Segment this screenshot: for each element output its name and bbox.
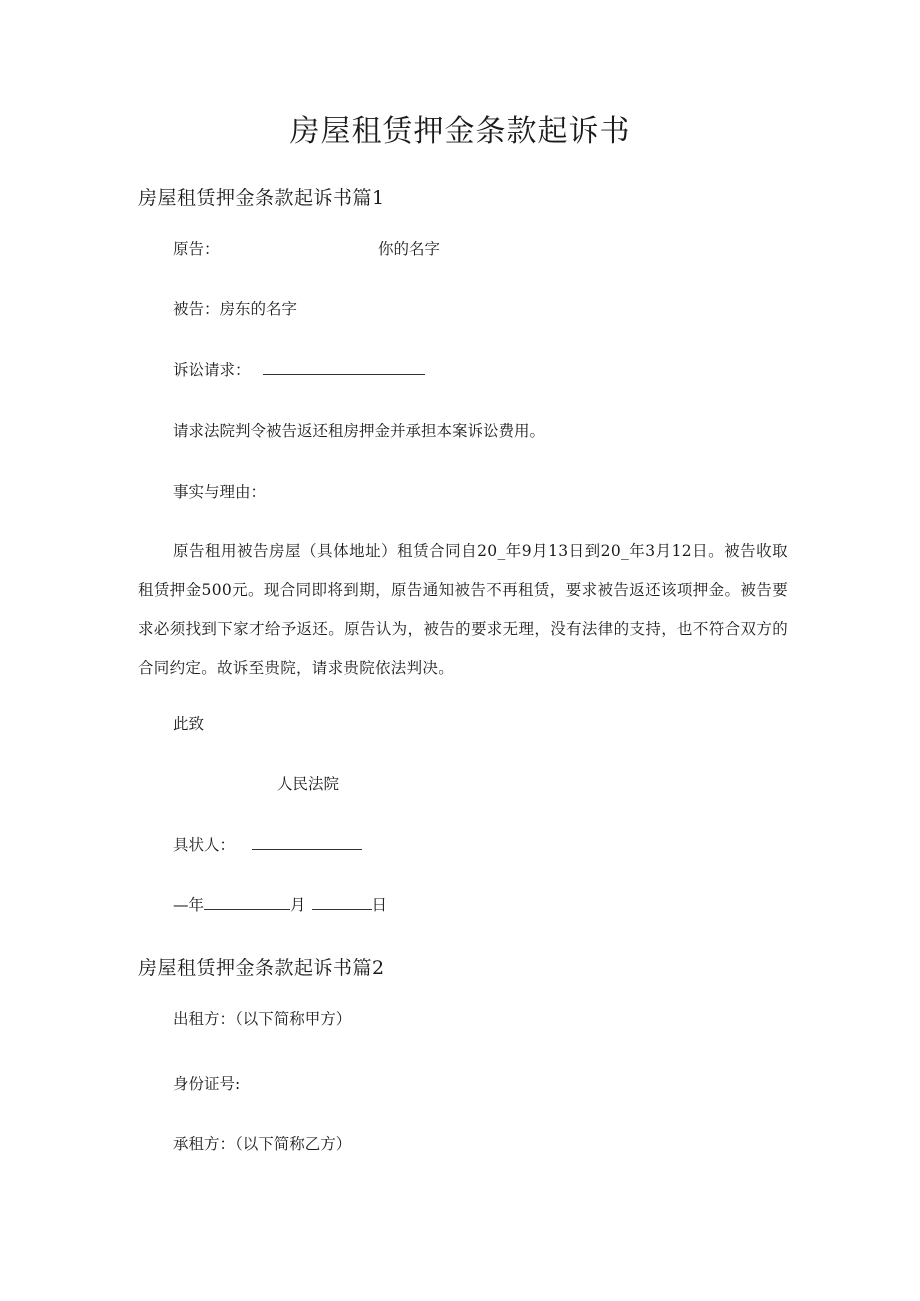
defendant-line: 被告：房东的名字 <box>173 300 298 318</box>
date-day-blank <box>312 895 372 910</box>
date-year-label: —年 <box>173 896 205 914</box>
section-1-heading: 房屋租赁押金条款起诉书篇1 <box>138 187 385 209</box>
court-name: 人民法院 <box>277 775 340 793</box>
claims-blank <box>263 360 425 375</box>
plaintiff-name: 你的名字 <box>378 240 441 258</box>
plaintiff-label: 原告： <box>173 240 220 258</box>
claims-line <box>173 359 425 381</box>
lessor-line: 出租方：（以下简称甲方） <box>173 1010 352 1028</box>
facts-label: 事实与理由： <box>173 483 267 501</box>
id-number-line: 身份证号: <box>173 1075 241 1093</box>
lessee-line: 承租方：（以下简称乙方） <box>173 1135 352 1153</box>
closing-text: 此致 <box>173 715 205 733</box>
document-title: 房屋租赁押金条款起诉书 <box>289 114 631 149</box>
date-day-label: 日 <box>371 896 388 914</box>
claims-label: 诉讼请求： <box>173 361 251 379</box>
plaintiff-line <box>173 238 441 260</box>
facts-paragraph: 原告租用被告房屋（具体地址）租赁合同自20_年9月13日到20_年3月12日。被告收取租赁押金500元。现合同即将到期，原告通知被告不再租赁，要求被告返还该项押金。被告要求必须找到下家才给予返还。原告认为，被告的要求无理，没有法律的支持，也不符合双方的合同约定。故诉至贵院，请求贵院依法判决。 <box>138 542 788 677</box>
date-line <box>173 894 387 916</box>
section-2-heading: 房屋租赁押金条款起诉书篇2 <box>138 957 385 979</box>
date-month-label: 月 <box>290 896 306 914</box>
date-month-blank <box>204 895 290 910</box>
signer-blank <box>252 835 362 850</box>
signer-line <box>173 834 362 856</box>
claims-text: 请求法院判令被告返还租房押金并承担本案诉讼费用。 <box>173 422 546 440</box>
signer-label: 具状人： <box>173 836 236 854</box>
